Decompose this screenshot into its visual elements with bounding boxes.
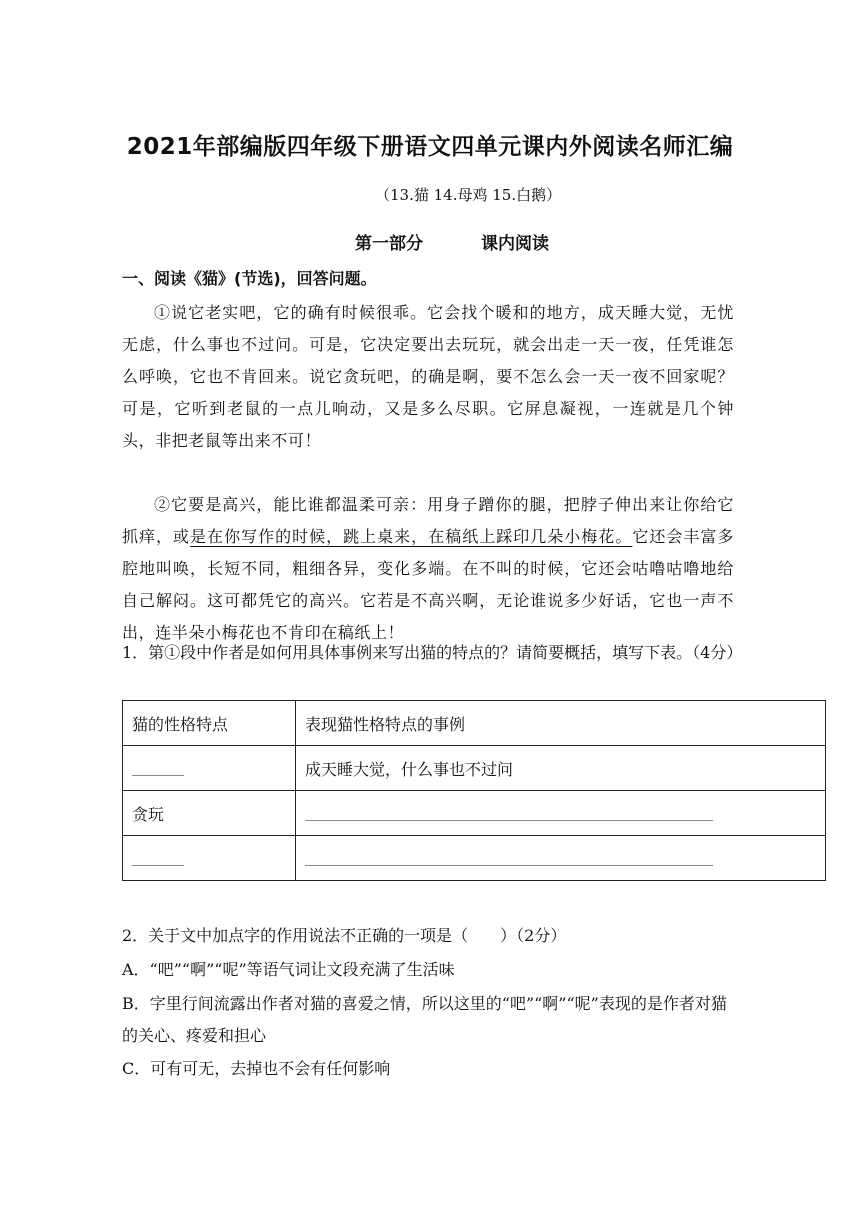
question-2: 2．关于文中加点字的作用说法不正确的一项是（ ）（2分） (122, 926, 567, 945)
paragraph-2-text-after: 它还会丰富多腔地叫唤，长短不同，粗细各异，变化多端。在不叫的时候，它还会咕噜咕噜地给自己解闷。这可都凭它的高兴。它若是不高兴啊，无论谁说多少好话，它也一声不出，连半朵小梅花也不肯印在稿纸上！ (122, 527, 734, 642)
document-title: 2021年部编版四年级下册语文四单元课内外阅读名师汇编 (126, 134, 734, 160)
answer-blank[interactable] (305, 808, 713, 821)
question-1: 1．第①段中作者是如何用具体事例来写出猫的特点的？请简要概括，填写下表。（4分） (122, 643, 743, 662)
paragraph-2-text-before: ②它要是高兴，能比谁都温柔可亲：用身子蹭你的腿，把脖子伸出来让你给它抓痒，或 (122, 495, 734, 546)
example-cell (296, 836, 826, 881)
table-row (123, 836, 826, 881)
part-heading (355, 229, 549, 254)
answer-table (122, 700, 826, 881)
underlined-sentence: 是在你写作的时候，跳上桌来，在稿纸上踩印几朵小梅花。 (190, 527, 633, 546)
table-row (123, 791, 826, 836)
header-example: 表现猫性格特点的事例 (296, 701, 826, 746)
part-number: 第一部分 (355, 234, 423, 254)
answer-blank[interactable] (132, 853, 184, 866)
option-c: C．可有可无，去掉也不会有任何影响 (122, 1059, 391, 1078)
answer-blank[interactable] (305, 853, 713, 866)
example-cell: 成天睡大觉，什么事也不过问 (296, 746, 826, 791)
part-name: 课内阅读 (481, 234, 549, 254)
reading-paragraph-1: ①说它老实吧，它的确有时候很乖。它会找个暖和的地方，成天睡大觉，无忧无虑，什么事也不过问。可是，它决定要出去玩玩，就会出走一天一夜，任凭谁怎么呼唤，它也不肯回来。说它贪玩吧，的确是啊，要不怎么会一天一夜不回家呢？可是，它听到老鼠的一点儿响动，又是多么尽职。它屏息凝视，一连就是几个钟头，非把老鼠等出来不可！ (122, 303, 734, 450)
trait-cell: 贪玩 (123, 791, 296, 836)
reading-paragraph-2 (122, 489, 734, 649)
example-cell (296, 791, 826, 836)
header-trait: 猫的性格特点 (123, 701, 296, 746)
table-row (123, 746, 826, 791)
trait-cell (123, 746, 296, 791)
answer-blank[interactable] (132, 763, 184, 776)
option-a: A．“吧”“啊”“呢”等语气词让文段充满了生活味 (122, 960, 455, 979)
section-heading: 一、阅读《猫》(节选)，回答问题。 (122, 269, 377, 288)
table-header-row (123, 701, 826, 746)
trait-cell (123, 836, 296, 881)
option-b: B．字里行间流露出作者对猫的喜爱之情，所以这里的“吧”“啊”“呢”表现的是作者对猫的关心、疼爱和担心 (122, 994, 727, 1045)
document-subtitle: （13.猫 14.母鸡 15.白鹅） (375, 186, 562, 204)
